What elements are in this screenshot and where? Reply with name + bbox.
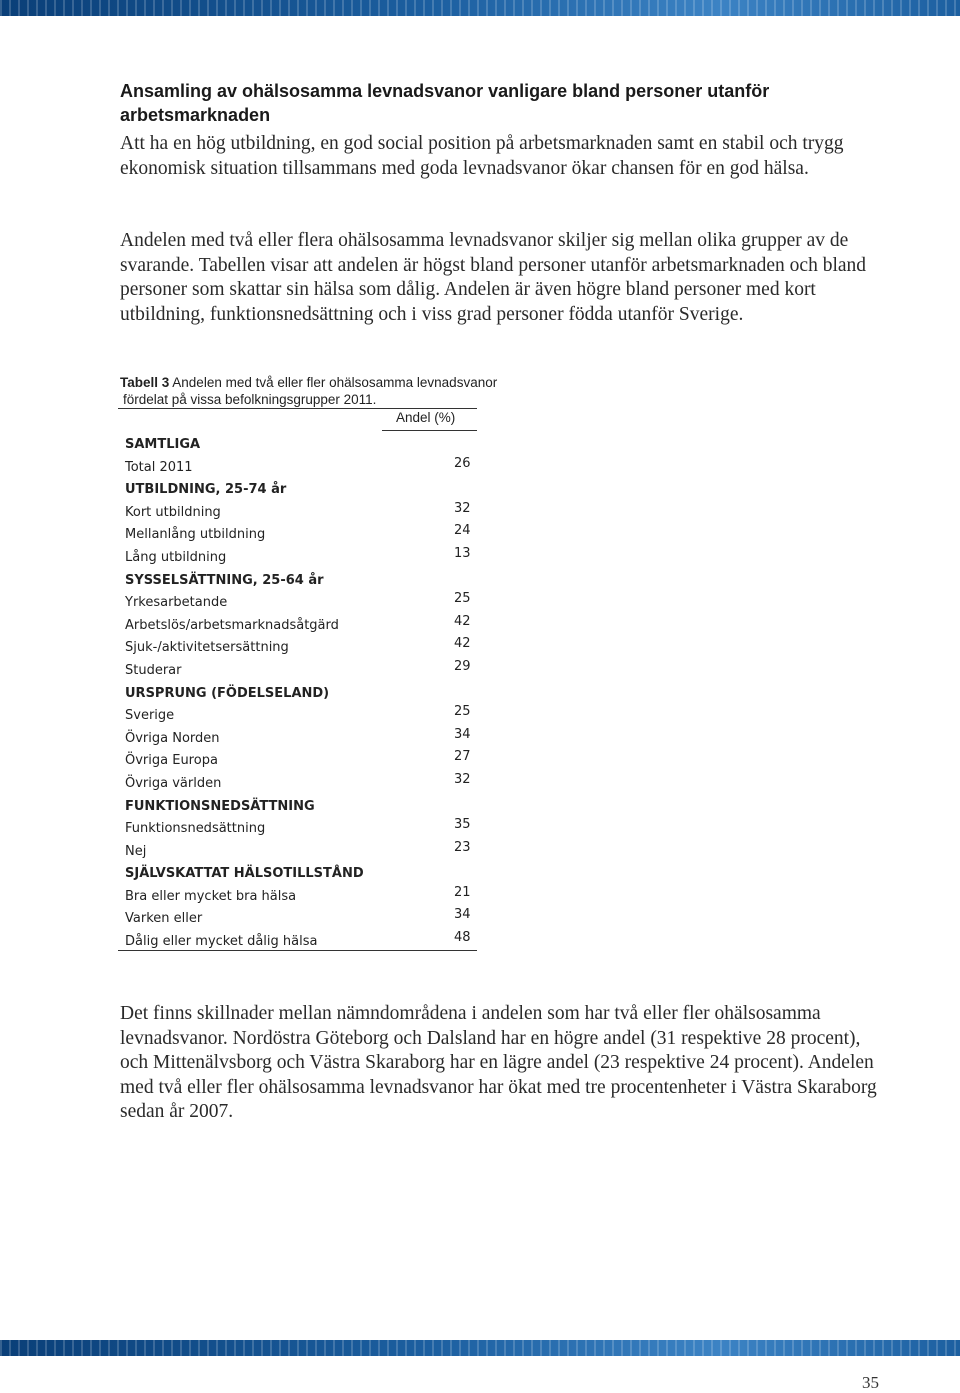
table-row-value: 35 (454, 817, 471, 833)
table-row-label: Arbetslös/arbetsmarknadsåtgärd (125, 617, 339, 633)
table-top-rule (118, 408, 477, 409)
table-row (125, 592, 475, 615)
table-row (125, 615, 475, 638)
table-row (125, 502, 475, 525)
table-row-label: Studerar (125, 662, 182, 678)
table-row-value: 42 (454, 613, 471, 629)
table-row (125, 524, 475, 547)
table-group-label: UTBILDNING, 25-74 år (125, 482, 287, 498)
table-group-row (125, 434, 475, 457)
table-row (125, 660, 475, 683)
table-intro-paragraph: Andelen med två eller flera ohälsosamma levnadsvanor skiljer sig mellan olika grupper av de svarande. Tabellen visar att andelen är högst bland personer utanför arbetsmarknaden och bland personer som skattar sin hälsa som dålig. Andelen är även högre bland personer med kort utbildning, funktionsnedsättning och i viss grad personer födda utanför Sverige. (120, 230, 867, 325)
table-caption-label: Tabell 3 (120, 375, 170, 390)
table-row-value: 24 (454, 523, 471, 539)
table-caption (120, 374, 560, 408)
table-row-value: 29 (454, 658, 471, 674)
conclusion-paragraph: Det finns skillnader mellan nämndområdena i andelen som har två eller fler ohälsosamma levnadsvanor. Nordöstra Göteborg och Dalsland har en högre andel (31 respektive 28 procent), och Mittenälvsborg och Västra Skaraborg har en lägre andel (23 respektive 24 procent). Andelen med två eller fler ohälsosamma levnadsvanor har ökat med tre procentenheter i Västra Skaraborg sedan år 2007. (120, 1003, 877, 1122)
table-row-value: 32 (454, 771, 471, 787)
table-caption-text: Andelen med två eller fler ohälsosamma levnadsvanor (169, 375, 498, 390)
table-row-label: Yrkesarbetande (125, 595, 228, 611)
table-row-label: Funktionsnedsättning (125, 821, 266, 837)
table-row-label: Mellanlång utbildning (125, 527, 266, 543)
page-number: 35 (862, 1373, 879, 1392)
table-caption-line1 (120, 374, 560, 391)
section-heading: Ansamling av ohälsosamma levnadsvanor vanligare bland personer utanför arbetsmarknaden (120, 81, 770, 125)
table-row-value: 25 (454, 591, 471, 607)
table-row (125, 908, 475, 931)
table-row-value: 25 (454, 704, 471, 720)
table-group-row (125, 479, 475, 502)
table-row (125, 728, 475, 751)
bottom-decorative-band (0, 1340, 960, 1356)
table-row-value: 21 (454, 884, 471, 900)
table-row-label: Övriga Norden (125, 730, 220, 746)
table-group-label: SJÄLVSKATTAT HÄLSOTILLSTÅND (125, 866, 364, 882)
table-row-label: Lång utbildning (125, 549, 227, 565)
table-row-value: 26 (454, 455, 471, 471)
table-row (125, 750, 475, 773)
table-row (125, 457, 475, 480)
table-row (125, 841, 475, 864)
table-row-value: 42 (454, 636, 471, 652)
table-row-label: Varken eller (125, 911, 203, 927)
table-row-value: 32 (454, 500, 471, 516)
table-row-value: 34 (454, 907, 471, 923)
top-decorative-band (0, 0, 960, 16)
table-row-value: 48 (454, 930, 471, 946)
table-row-label: Dålig eller mycket dålig hälsa (125, 934, 318, 950)
table-row (125, 818, 475, 841)
table-body (125, 434, 475, 954)
table-row-label: Nej (125, 843, 147, 859)
table-row-label: Sverige (125, 708, 175, 724)
table-group-label: SAMTLIGA (125, 437, 201, 452)
table-group-label: URSPRUNG (FÖDELSELAND) (125, 685, 330, 701)
table-row (125, 637, 475, 660)
table-row-label: Kort utbildning (125, 504, 221, 520)
table-row-label: Övriga Europa (125, 753, 218, 769)
table-row-value: 27 (454, 749, 471, 765)
table-bottom-rule (118, 950, 477, 951)
table-row (125, 705, 475, 728)
table-row-value: 34 (454, 726, 471, 742)
table-row-value: 23 (454, 839, 471, 855)
table-group-label: FUNKTIONSNEDSÄTTNING (125, 798, 315, 814)
table-row-label: Bra eller mycket bra hälsa (125, 888, 297, 904)
table-caption-line2: fördelat på vissa befolkningsgrupper 2011. (123, 392, 377, 407)
table-group-label: SYSSELSÄTTNING, 25-64 år (125, 572, 324, 588)
table-group-row (125, 863, 475, 886)
table-row-label: Total 2011 (125, 459, 193, 475)
intro-paragraph: Att ha en hög utbildning, en god social position på arbetsmarknaden samt en stabil och trygg ekonomisk situation tillsammans med goda levnadsvanor ökar chansen för en god hälsa. (120, 133, 844, 179)
table-row-label: Sjuk-/aktivitetsersättning (125, 640, 289, 656)
table-column-header: Andel (%) (396, 410, 456, 425)
table-row-label: Övriga världen (125, 775, 222, 791)
table-group-row (125, 570, 475, 593)
table-row (125, 773, 475, 796)
table-row (125, 547, 475, 570)
table-row (125, 886, 475, 909)
table-header-rule (382, 430, 477, 431)
table-row-value: 13 (454, 545, 471, 561)
table-group-row (125, 683, 475, 706)
table-group-row (125, 796, 475, 819)
